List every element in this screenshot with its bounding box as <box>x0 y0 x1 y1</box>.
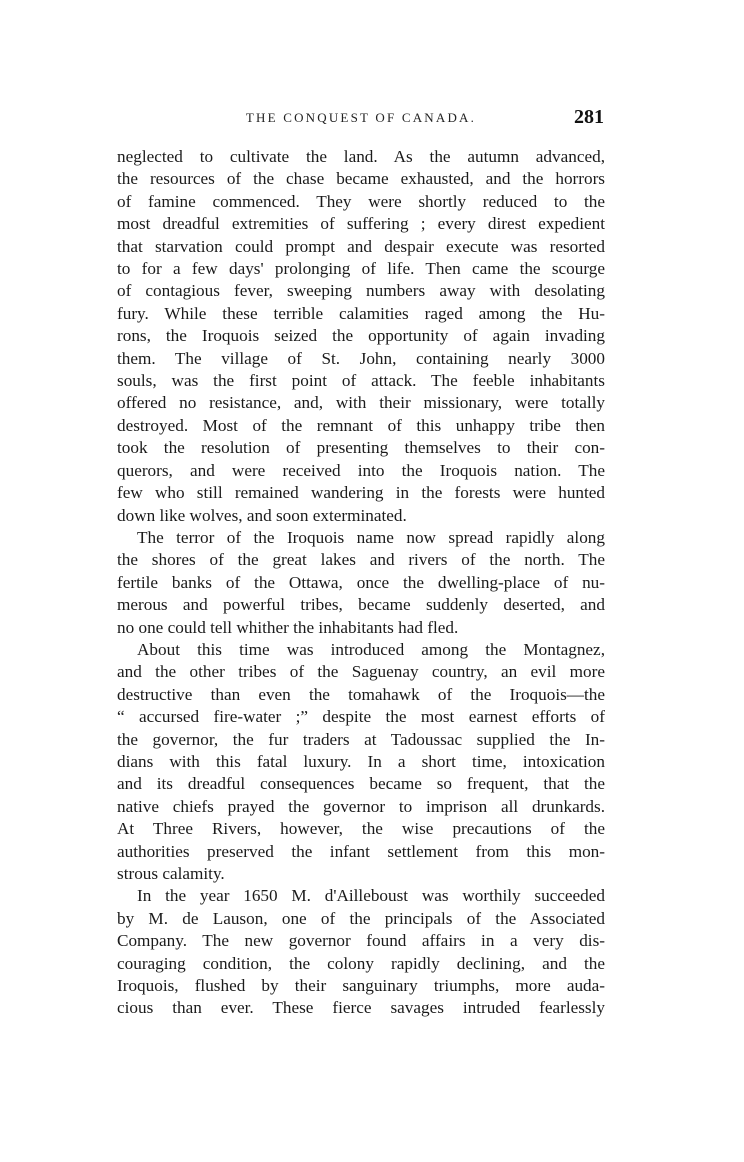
text-line: most dreadful extremities of suffering ; every direst expedient <box>117 214 605 234</box>
body-text <box>117 146 605 1020</box>
text-line: no one could tell whither the inhabitants had fled. <box>117 617 459 637</box>
text-line: down like wolves, and soon exterminated. <box>117 505 407 525</box>
text-line: offered no resistance, and, with their missionary, were totally <box>117 393 605 413</box>
text-line: them. The village of St. John, containing nearly 3000 <box>117 348 605 368</box>
text-line: “ accursed fire-water ;” despite the most earnest efforts of <box>117 707 605 727</box>
text-line: authorities preserved the infant settlement from this mon- <box>117 841 605 861</box>
text-line: of contagious fever, sweeping numbers away with desolating <box>117 281 605 301</box>
running-title: THE CONQUEST OF CANADA. <box>245 110 477 125</box>
text-line: querors, and were received into the Iroquois nation. The <box>117 460 605 480</box>
text-line: and its dreadful consequences became so frequent, that the <box>117 774 605 794</box>
paragraph <box>117 639 605 885</box>
text-line: At Three Rivers, however, the wise precautions of the <box>117 819 605 839</box>
text-line: the resources of the chase became exhausted, and the horrors <box>117 169 605 189</box>
text-line: Company. The new governor found affairs in a very dis- <box>117 931 605 951</box>
text-line: The terror of the Iroquois name now spread rapidly along <box>137 527 605 547</box>
text-line: of famine commenced. They were shortly reduced to the <box>117 191 605 211</box>
text-line: merous and powerful tribes, became suddenly deserted, and <box>117 595 605 615</box>
paragraph <box>117 527 605 639</box>
text-line: destroyed. Most of the remnant of this unhappy tribe then <box>117 415 605 435</box>
text-line: Iroquois, flushed by their sanguinary triumphs, more auda- <box>117 976 605 996</box>
text-line: dians with this fatal luxury. In a short time, intoxication <box>117 751 605 771</box>
text-line: to for a few days' prolonging of life. Then came the scourge <box>117 259 605 279</box>
text-line: that starvation could prompt and despair execute was resorted <box>117 236 605 256</box>
text-line: neglected to cultivate the land. As the autumn advanced, <box>117 147 605 166</box>
paragraph <box>117 885 605 1019</box>
text-line: native chiefs prayed the governor to imprison all drunkards. <box>117 796 605 816</box>
text-line: rons, the Iroquois seized the opportunity of again invading <box>117 326 605 346</box>
text-line: In the year 1650 M. d'Ailleboust was worthily succeeded <box>137 886 605 906</box>
text-line: cious than ever. These fierce savages intruded fearlessly <box>117 998 605 1018</box>
text-line: souls, was the first point of attack. The feeble inhabitants <box>117 371 605 391</box>
text-line: the shores of the great lakes and rivers of the north. The <box>117 550 605 570</box>
paragraph <box>117 146 605 527</box>
text-line: About this time was introduced among the Montagnez, <box>137 639 605 659</box>
running-head <box>118 106 604 130</box>
text-line: fury. While these terrible calamities raged among the Hu- <box>117 303 605 323</box>
text-line: few who still remained wandering in the forests were hunted <box>117 483 605 503</box>
text-line: the governor, the fur traders at Tadoussac supplied the In- <box>117 729 605 749</box>
text-line: took the resolution of presenting themselves to their con- <box>117 438 605 458</box>
page-number: 281 <box>574 106 604 128</box>
text-line: strous calamity. <box>117 864 225 883</box>
text-line: couraging condition, the colony rapidly declining, and the <box>117 953 605 973</box>
text-line: fertile banks of the Ottawa, once the dwelling-place of nu- <box>117 572 605 592</box>
text-line: destructive than even the tomahawk of the Iroquois—the <box>117 684 605 704</box>
text-line: by M. de Lauson, one of the principals of the Associated <box>117 908 605 928</box>
text-line: and the other tribes of the Saguenay country, an evil more <box>117 662 605 682</box>
